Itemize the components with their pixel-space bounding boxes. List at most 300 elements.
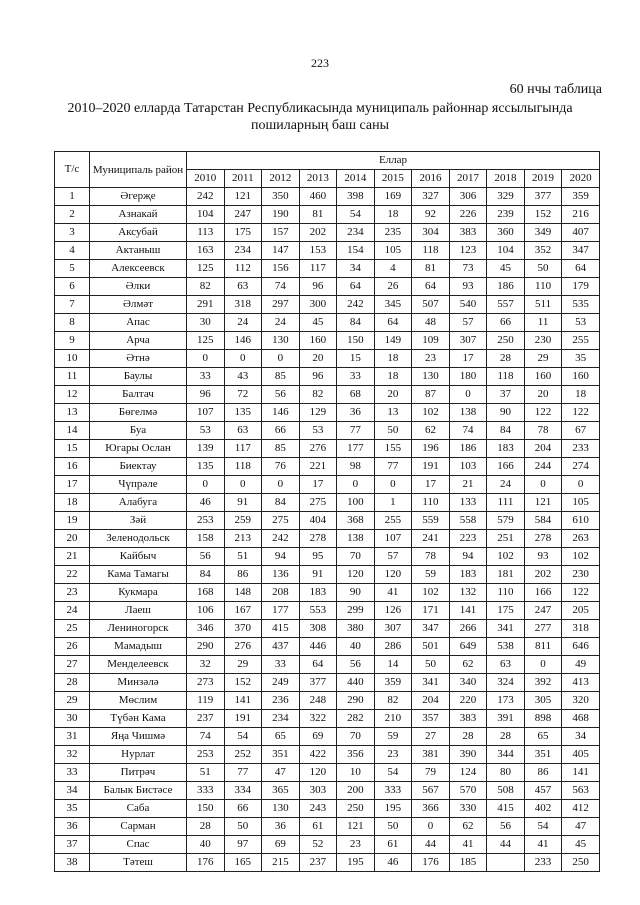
value-cell: 20 (374, 386, 412, 404)
value-cell: 82 (187, 278, 225, 296)
value-cell: 44 (487, 836, 525, 854)
district-name: Буа (90, 422, 187, 440)
value-cell: 66 (487, 314, 525, 332)
value-cell: 160 (562, 368, 600, 386)
value-cell: 370 (224, 620, 262, 638)
value-cell: 84 (337, 314, 375, 332)
value-cell: 120 (299, 764, 337, 782)
value-cell: 304 (412, 224, 450, 242)
value-cell: 383 (449, 224, 487, 242)
value-cell: 56 (262, 386, 300, 404)
value-cell: 149 (374, 332, 412, 350)
value-cell: 113 (187, 224, 225, 242)
value-cell: 110 (487, 584, 525, 602)
table-row (55, 242, 600, 260)
value-cell: 163 (187, 242, 225, 260)
row-number: 10 (55, 350, 90, 368)
value-cell: 34 (337, 260, 375, 278)
value-cell: 63 (487, 656, 525, 674)
value-cell: 460 (299, 188, 337, 206)
value-cell: 96 (299, 368, 337, 386)
value-cell: 0 (187, 350, 225, 368)
value-cell: 104 (487, 242, 525, 260)
value-cell: 468 (562, 710, 600, 728)
district-name: Питрәч (90, 764, 187, 782)
value-cell: 18 (374, 350, 412, 368)
header-year: 2012 (262, 170, 300, 188)
value-cell: 334 (224, 782, 262, 800)
district-name: Зәй (90, 512, 187, 530)
value-cell: 107 (187, 404, 225, 422)
value-cell: 77 (374, 458, 412, 476)
value-cell: 102 (412, 404, 450, 422)
value-cell: 49 (562, 656, 600, 674)
value-cell: 61 (299, 818, 337, 836)
row-number: 7 (55, 296, 90, 314)
table-row (55, 710, 600, 728)
value-cell: 138 (449, 404, 487, 422)
value-cell: 15 (337, 350, 375, 368)
value-cell: 360 (487, 224, 525, 242)
value-cell: 263 (562, 530, 600, 548)
value-cell: 97 (224, 836, 262, 854)
document-title (20, 100, 620, 134)
value-cell: 391 (487, 710, 525, 728)
value-cell: 538 (487, 638, 525, 656)
header-district-label: Муниципаль район (92, 163, 184, 176)
value-cell: 446 (299, 638, 337, 656)
value-cell: 318 (562, 620, 600, 638)
value-cell: 255 (562, 332, 600, 350)
value-cell: 40 (187, 836, 225, 854)
value-cell (487, 854, 525, 872)
value-cell: 24 (262, 314, 300, 332)
value-cell: 152 (224, 674, 262, 692)
value-cell: 125 (187, 332, 225, 350)
table-row (55, 278, 600, 296)
row-number: 31 (55, 728, 90, 746)
value-cell: 278 (299, 530, 337, 548)
value-cell: 79 (412, 764, 450, 782)
table-row (55, 404, 600, 422)
value-cell: 45 (299, 314, 337, 332)
value-cell: 18 (562, 386, 600, 404)
value-cell: 345 (374, 296, 412, 314)
value-cell: 404 (299, 512, 337, 530)
district-name: Аксубай (90, 224, 187, 242)
value-cell: 95 (299, 548, 337, 566)
value-cell: 278 (524, 530, 562, 548)
value-cell: 253 (187, 746, 225, 764)
table-row (55, 800, 600, 818)
value-cell: 377 (299, 674, 337, 692)
row-number: 19 (55, 512, 90, 530)
table-row (55, 206, 600, 224)
value-cell: 132 (449, 584, 487, 602)
row-number: 38 (55, 854, 90, 872)
value-cell: 168 (187, 584, 225, 602)
table-row (55, 512, 600, 530)
district-name: Бөгелмә (90, 404, 187, 422)
value-cell: 175 (487, 602, 525, 620)
header-year: 2018 (487, 170, 525, 188)
value-cell: 210 (374, 710, 412, 728)
value-cell: 183 (449, 566, 487, 584)
value-cell: 250 (487, 332, 525, 350)
value-cell: 359 (374, 674, 412, 692)
value-cell: 76 (262, 458, 300, 476)
value-cell: 365 (262, 782, 300, 800)
value-cell: 122 (524, 404, 562, 422)
value-cell: 21 (449, 476, 487, 494)
value-cell: 383 (449, 710, 487, 728)
value-cell: 366 (412, 800, 450, 818)
value-cell: 154 (337, 242, 375, 260)
value-cell: 276 (299, 440, 337, 458)
value-cell: 141 (562, 764, 600, 782)
district-name: Лаеш (90, 602, 187, 620)
value-cell: 150 (337, 332, 375, 350)
value-cell: 249 (262, 674, 300, 692)
value-cell: 559 (412, 512, 450, 530)
value-cell: 37 (487, 386, 525, 404)
value-cell: 65 (262, 728, 300, 746)
value-cell: 202 (524, 566, 562, 584)
value-cell: 56 (487, 818, 525, 836)
table-caption: 60 нчы таблица (509, 82, 602, 97)
district-name: Әтнә (90, 350, 187, 368)
value-cell: 300 (299, 296, 337, 314)
value-cell: 150 (187, 800, 225, 818)
value-cell: 291 (187, 296, 225, 314)
value-cell: 402 (524, 800, 562, 818)
table-row (55, 836, 600, 854)
value-cell: 102 (487, 548, 525, 566)
value-cell: 81 (299, 206, 337, 224)
value-cell: 57 (449, 314, 487, 332)
value-cell: 239 (487, 206, 525, 224)
value-cell: 64 (374, 314, 412, 332)
value-cell: 898 (524, 710, 562, 728)
value-cell: 535 (562, 296, 600, 314)
value-cell: 47 (562, 818, 600, 836)
value-cell: 333 (374, 782, 412, 800)
row-number: 13 (55, 404, 90, 422)
table-row (55, 296, 600, 314)
value-cell: 0 (524, 656, 562, 674)
table-row (55, 188, 600, 206)
value-cell: 507 (412, 296, 450, 314)
value-cell: 649 (449, 638, 487, 656)
value-cell: 14 (374, 656, 412, 674)
value-cell: 341 (487, 620, 525, 638)
value-cell: 90 (487, 404, 525, 422)
value-cell: 318 (224, 296, 262, 314)
value-cell: 322 (299, 710, 337, 728)
value-cell: 299 (337, 602, 375, 620)
value-cell: 405 (562, 746, 600, 764)
table-row (55, 620, 600, 638)
value-cell: 380 (337, 620, 375, 638)
value-cell: 20 (524, 386, 562, 404)
value-cell: 33 (337, 368, 375, 386)
value-cell: 0 (262, 476, 300, 494)
value-cell: 118 (224, 458, 262, 476)
value-cell: 18 (374, 368, 412, 386)
value-cell: 124 (449, 764, 487, 782)
value-cell: 68 (337, 386, 375, 404)
value-cell: 171 (412, 602, 450, 620)
value-cell: 30 (187, 314, 225, 332)
value-cell: 11 (524, 314, 562, 332)
value-cell: 77 (337, 422, 375, 440)
title-line-2: пошиларның баш саны (251, 118, 389, 133)
table-row (55, 332, 600, 350)
value-cell: 63 (224, 422, 262, 440)
row-number: 27 (55, 656, 90, 674)
row-number: 26 (55, 638, 90, 656)
value-cell: 129 (299, 404, 337, 422)
value-cell: 43 (224, 368, 262, 386)
table-row (55, 656, 600, 674)
value-cell: 54 (224, 728, 262, 746)
value-cell: 183 (487, 440, 525, 458)
value-cell: 153 (299, 242, 337, 260)
table-row (55, 764, 600, 782)
value-cell: 351 (262, 746, 300, 764)
value-cell: 200 (337, 782, 375, 800)
value-cell: 62 (449, 818, 487, 836)
value-cell: 357 (412, 710, 450, 728)
page-number: 223 (311, 56, 329, 70)
value-cell: 146 (262, 404, 300, 422)
value-cell: 96 (299, 278, 337, 296)
table-row (55, 818, 600, 836)
value-cell: 381 (412, 746, 450, 764)
value-cell: 56 (337, 656, 375, 674)
row-number: 14 (55, 422, 90, 440)
value-cell: 540 (449, 296, 487, 314)
value-cell: 811 (524, 638, 562, 656)
row-number: 3 (55, 224, 90, 242)
value-cell: 78 (524, 422, 562, 440)
value-cell: 64 (299, 656, 337, 674)
table-row (55, 314, 600, 332)
value-cell: 23 (374, 746, 412, 764)
value-cell: 215 (262, 854, 300, 872)
value-cell: 28 (487, 350, 525, 368)
value-cell: 216 (562, 206, 600, 224)
value-cell: 78 (412, 548, 450, 566)
value-cell: 275 (262, 512, 300, 530)
value-cell: 112 (224, 260, 262, 278)
table-row (55, 458, 600, 476)
district-name: Азнакай (90, 206, 187, 224)
value-cell: 237 (299, 854, 337, 872)
header-year: 2010 (187, 170, 225, 188)
value-cell: 121 (337, 818, 375, 836)
value-cell: 558 (449, 512, 487, 530)
value-cell: 277 (524, 620, 562, 638)
value-cell: 130 (412, 368, 450, 386)
value-cell: 307 (374, 620, 412, 638)
row-number: 18 (55, 494, 90, 512)
value-cell: 307 (449, 332, 487, 350)
value-cell: 290 (187, 638, 225, 656)
value-cell: 356 (337, 746, 375, 764)
table-row (55, 548, 600, 566)
value-cell: 136 (262, 566, 300, 584)
value-cell: 66 (262, 422, 300, 440)
value-cell: 135 (187, 458, 225, 476)
district-name: Яңа Чишмә (90, 728, 187, 746)
value-cell: 102 (412, 584, 450, 602)
value-cell: 86 (524, 764, 562, 782)
value-cell: 82 (299, 386, 337, 404)
table-row (55, 422, 600, 440)
value-cell: 0 (524, 476, 562, 494)
title-line-1: 2010–2020 елларда Татарстан Республикасында муниципаль районнар яссылыгында (67, 101, 573, 116)
value-cell: 32 (187, 656, 225, 674)
value-cell: 64 (412, 278, 450, 296)
row-number: 11 (55, 368, 90, 386)
value-cell: 64 (562, 260, 600, 278)
value-cell: 230 (562, 566, 600, 584)
value-cell: 183 (299, 584, 337, 602)
value-cell: 195 (337, 854, 375, 872)
value-cell: 584 (524, 512, 562, 530)
value-cell: 41 (449, 836, 487, 854)
value-cell: 274 (562, 458, 600, 476)
header-year: 2019 (524, 170, 562, 188)
table-row (55, 746, 600, 764)
district-name: Минзәлә (90, 674, 187, 692)
value-cell: 275 (299, 494, 337, 512)
value-cell: 23 (412, 350, 450, 368)
header-num: Т/с (55, 152, 90, 188)
value-cell: 415 (487, 800, 525, 818)
value-cell: 40 (337, 638, 375, 656)
row-number: 17 (55, 476, 90, 494)
value-cell: 247 (524, 602, 562, 620)
header-years-group: Еллар (187, 152, 600, 170)
value-cell: 0 (262, 350, 300, 368)
value-cell: 110 (524, 278, 562, 296)
value-cell: 177 (337, 440, 375, 458)
district-name: Кукмара (90, 584, 187, 602)
table-row (55, 728, 600, 746)
value-cell: 57 (374, 548, 412, 566)
value-cell: 166 (487, 458, 525, 476)
header-year: 2011 (224, 170, 262, 188)
value-cell: 28 (487, 728, 525, 746)
value-cell: 36 (337, 404, 375, 422)
row-number: 25 (55, 620, 90, 638)
value-cell: 208 (262, 584, 300, 602)
value-cell: 54 (524, 818, 562, 836)
value-cell: 191 (412, 458, 450, 476)
value-cell: 125 (187, 260, 225, 278)
value-cell: 329 (487, 188, 525, 206)
table-row (55, 584, 600, 602)
value-cell: 61 (374, 836, 412, 854)
value-cell: 250 (337, 800, 375, 818)
value-cell: 350 (262, 188, 300, 206)
row-number: 35 (55, 800, 90, 818)
value-cell: 179 (562, 278, 600, 296)
value-cell: 87 (412, 386, 450, 404)
value-cell: 24 (487, 476, 525, 494)
value-cell: 501 (412, 638, 450, 656)
value-cell: 0 (224, 476, 262, 494)
value-cell: 392 (524, 674, 562, 692)
value-cell: 169 (374, 188, 412, 206)
district-name: Әлмәт (90, 296, 187, 314)
value-cell: 352 (524, 242, 562, 260)
value-cell: 138 (337, 530, 375, 548)
value-cell: 50 (524, 260, 562, 278)
header-year: 2014 (337, 170, 375, 188)
value-cell: 118 (487, 368, 525, 386)
value-cell: 243 (299, 800, 337, 818)
value-cell: 139 (187, 440, 225, 458)
value-cell: 121 (524, 494, 562, 512)
district-name: Зеленодольск (90, 530, 187, 548)
value-cell: 46 (374, 854, 412, 872)
value-cell: 17 (299, 476, 337, 494)
table-row (55, 224, 600, 242)
value-cell: 0 (224, 350, 262, 368)
value-cell: 52 (299, 836, 337, 854)
value-cell: 0 (337, 476, 375, 494)
value-cell: 70 (337, 548, 375, 566)
value-cell: 84 (262, 494, 300, 512)
value-cell: 110 (412, 494, 450, 512)
header-row-1 (55, 152, 600, 170)
value-cell: 147 (262, 242, 300, 260)
value-cell: 48 (412, 314, 450, 332)
row-number: 15 (55, 440, 90, 458)
value-cell: 0 (412, 818, 450, 836)
value-cell: 241 (412, 530, 450, 548)
value-cell: 297 (262, 296, 300, 314)
district-name: Түбән Кама (90, 710, 187, 728)
district-name: Алабуга (90, 494, 187, 512)
value-cell: 91 (299, 566, 337, 584)
row-number: 29 (55, 692, 90, 710)
table-row (55, 476, 600, 494)
value-cell: 242 (337, 296, 375, 314)
district-name: Спас (90, 836, 187, 854)
header-year: 2013 (299, 170, 337, 188)
value-cell: 62 (412, 422, 450, 440)
value-cell: 17 (449, 350, 487, 368)
value-cell: 59 (412, 566, 450, 584)
row-number: 9 (55, 332, 90, 350)
value-cell: 236 (262, 692, 300, 710)
value-cell: 422 (299, 746, 337, 764)
value-cell: 191 (224, 710, 262, 728)
value-cell: 253 (187, 512, 225, 530)
value-cell: 320 (562, 692, 600, 710)
value-cell: 91 (224, 494, 262, 512)
value-cell: 377 (524, 188, 562, 206)
row-number: 30 (55, 710, 90, 728)
district-name: Сарман (90, 818, 187, 836)
value-cell: 53 (187, 422, 225, 440)
value-cell: 351 (524, 746, 562, 764)
value-cell: 570 (449, 782, 487, 800)
